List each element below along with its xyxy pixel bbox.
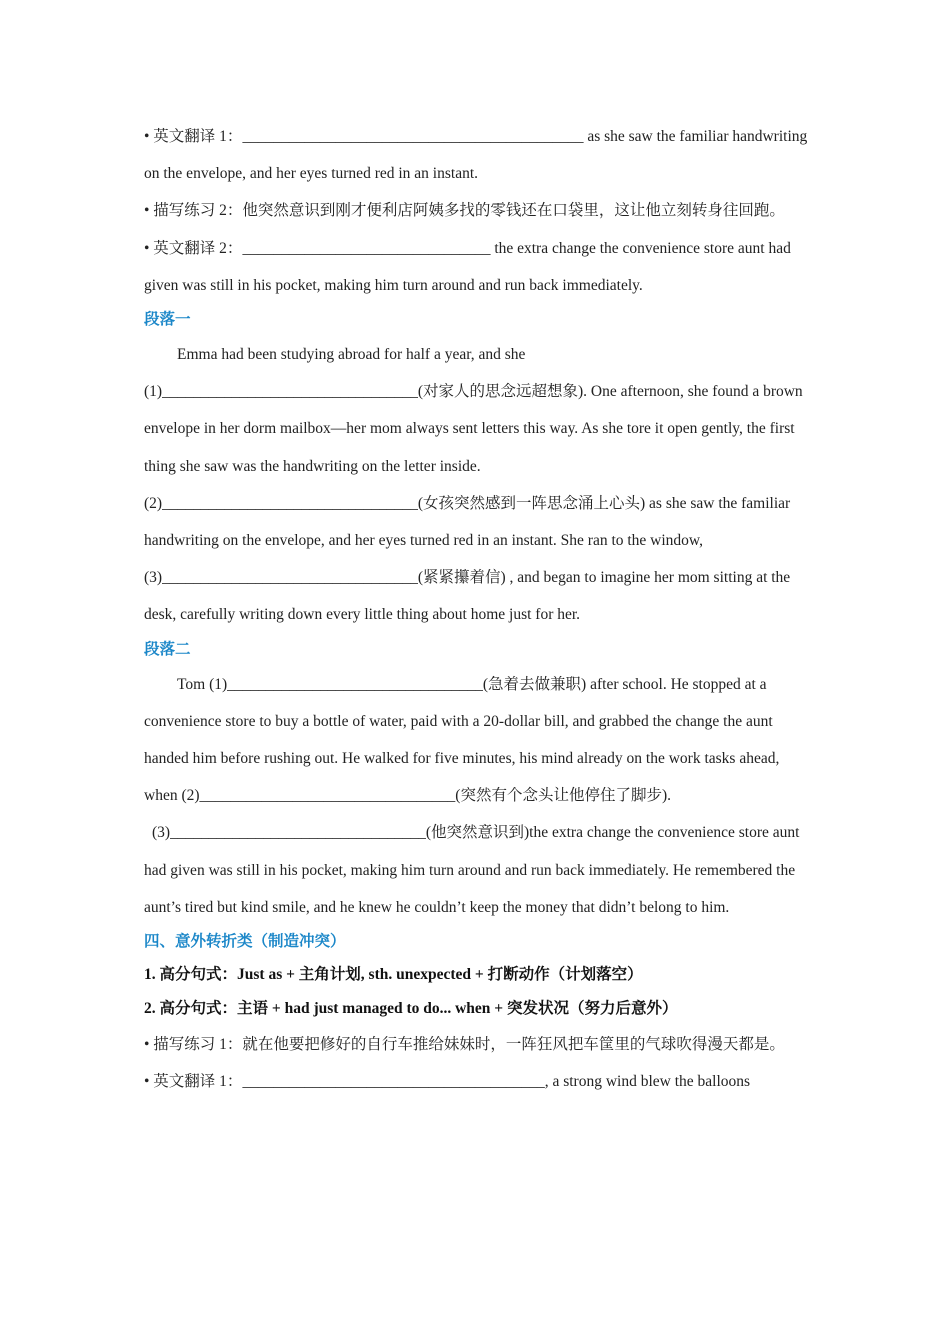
document-content	[144, 118, 808, 1100]
sentence-text: , and began to imagine her mom sitting at the desk, carefully writing down every little thing about home just for her.	[144, 569, 791, 624]
blank-number: (1)	[144, 383, 163, 401]
chinese-hint: (急着去做兼职)	[482, 675, 587, 693]
sentence-text: as she saw the familiar handwriting on the envelope, and her eyes turned red in an instant. She ran to the window,	[144, 494, 791, 550]
section-heading-paragraph-2: 段落二	[144, 640, 191, 658]
sentence-text: . One afternoon, she found a brown envelope in her dorm mailbox—her mom always sent letters this way. As she tore it open gently, the first thing she saw was the handwriting on the letter inside.	[144, 383, 803, 475]
sentence-text: as she saw the familiar handwriting on the envelope, and her eyes turned red in an instant.	[144, 128, 808, 183]
sentence-text: after school. He stopped at a convenience store to buy a bottle of water, paid with a 20-dollar bill, and grabbed the change the aunt handed him before rushing out. He walked for five minutes, his mind already on the work tasks ahead, when (2)	[144, 675, 780, 805]
sentence-text: , a strong wind blew the balloons	[544, 1073, 751, 1091]
blank-number: (2)	[144, 494, 163, 512]
chinese-hint: (突然有个念头让他停住了脚步)	[455, 787, 668, 805]
paragraph-2-body	[144, 666, 808, 815]
chinese-hint: (女孩突然感到一阵思念涌上心头)	[417, 494, 646, 512]
answer-blank: ____________________________________________	[242, 128, 584, 145]
translation-label: • 英文翻译 1：	[144, 128, 243, 145]
paragraph-1-body-3	[144, 559, 808, 633]
pattern-1: 1. 高分句式：Just as + 主角计划, sth. unexpected + 打断动作（计划落空）	[144, 966, 643, 984]
section-heading-4: 四、意外转折类（制造冲突）	[144, 933, 346, 951]
chinese-hint: (紧紧攥着信)	[417, 569, 506, 587]
answer-blank: _________________________________	[227, 675, 483, 693]
answer-blank: _________________________________	[199, 787, 456, 805]
translation-line-2	[144, 230, 808, 304]
practice-line-2: • 描写练习 2：他突然意识到刚才便利店阿姨多找的零钱还在口袋里，这让他立刻转身往回跑。	[144, 202, 785, 220]
sentence-text: Tom (1)	[177, 675, 228, 693]
practice-line-1: • 描写练习 1：就在他要把修好的自行车推给妹妹时，一阵狂风把车筐里的气球吹得漫天都是。	[144, 1036, 785, 1054]
translation-line-1	[144, 118, 808, 192]
chinese-hint: (对家人的思念远超想象)	[417, 383, 584, 401]
translation-label: • 英文翻译 1：	[144, 1073, 243, 1091]
sentence-text: the extra change the convenience store aunt had given was still in his pocket, making him turn around and run back immediately.	[144, 239, 791, 294]
blank-number: (3)	[152, 824, 171, 842]
sentence-text: the extra change the convenience store aunt had given was still in his pocket, making him turn around and run back immediately. He remembered the aunt’s tired but kind smile, and he knew he couldn’t keep the money that didn’t belong to him.	[144, 824, 800, 916]
answer-blank: _________________________________	[162, 383, 418, 401]
translation-label: • 英文翻译 2：	[144, 239, 243, 257]
chinese-hint: (他突然意识到)	[425, 824, 530, 842]
sentence-text: .	[667, 787, 671, 805]
answer-blank: _______________________________________	[242, 1073, 545, 1091]
pattern-2: 2. 高分句式：主语 + had just managed to do... when + 突发状况（努力后意外）	[144, 1000, 678, 1018]
answer-blank: _________________________________	[162, 569, 418, 587]
paragraph-1-body	[144, 373, 808, 485]
answer-blank: ________________________________	[242, 239, 491, 257]
blank-number: (3)	[144, 569, 163, 587]
paragraph-2-body-2	[144, 814, 808, 926]
section-heading-paragraph-1: 段落一	[144, 311, 191, 329]
translation-line-3	[144, 1063, 808, 1100]
paragraph-1-body-2	[144, 485, 808, 559]
answer-blank: _________________________________	[162, 494, 418, 512]
paragraph-1-intro: Emma had been studying abroad for half a year, and she	[177, 346, 526, 364]
answer-blank: _________________________________	[170, 824, 426, 842]
